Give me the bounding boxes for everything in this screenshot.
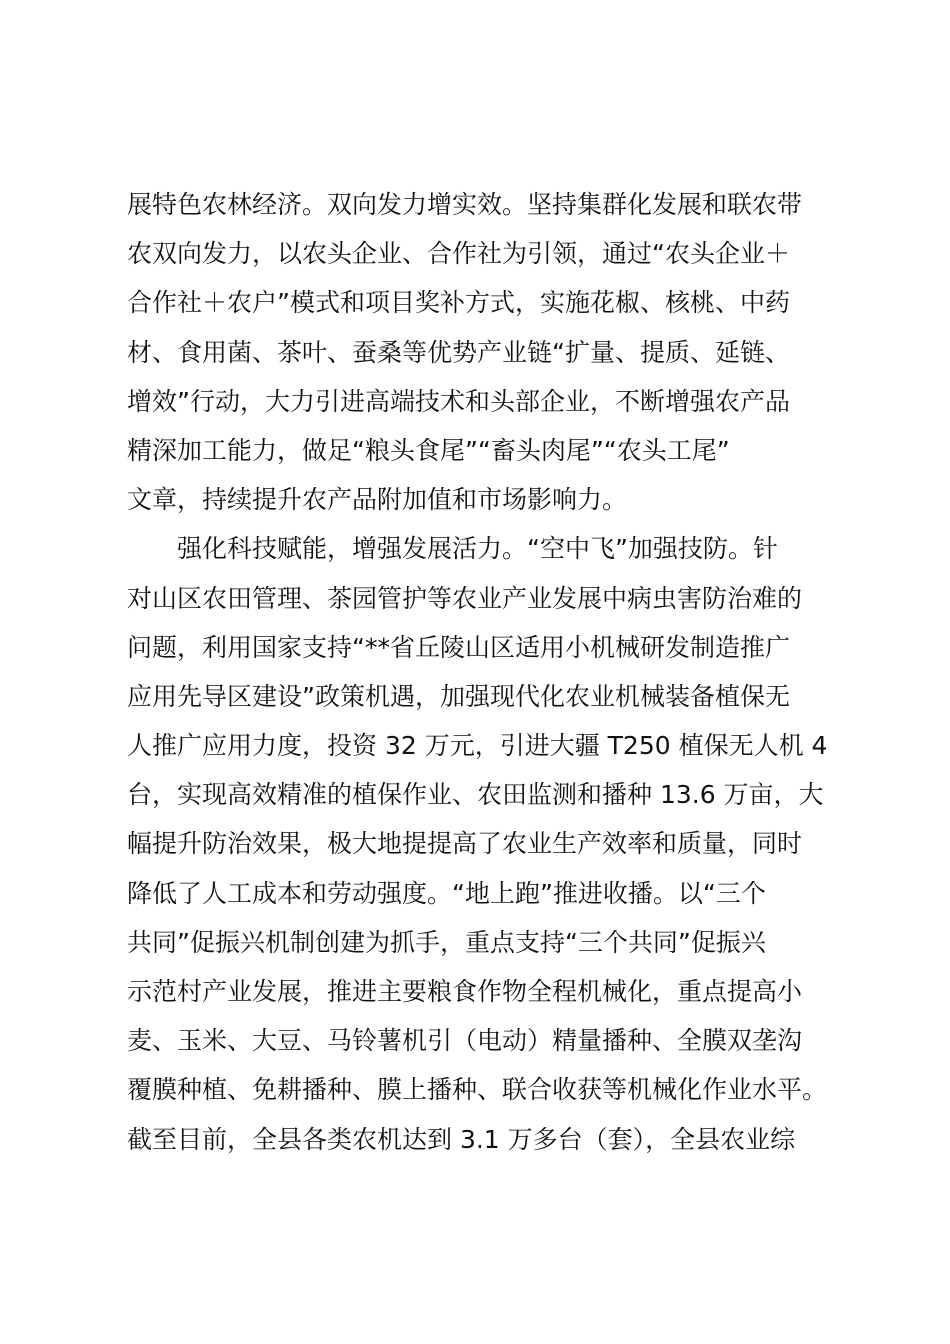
- text-line: 示范村产业发展，推进主要粮食作物全程机械化，重点提高小: [127, 977, 803, 1006]
- document-body: [127, 180, 837, 1164]
- text-line: 台，实现高效精准的植保作业、农田监测和播种 13.6 万亩，大: [127, 780, 824, 810]
- text-line: 展特色农林经济。双向发力增实效。坚持集群化发展和联农带: [127, 190, 803, 219]
- paragraph-2: [127, 524, 837, 1163]
- text-line: 覆膜种植、免耕播种、膜上播种、联合收获等机械化作业水平。: [127, 1075, 828, 1105]
- text-line: 降低了人工成本和劳动强度。“地上跑”推进收播。以“三个: [127, 878, 766, 908]
- text-line: 问题，利用国家支持“**省丘陵山区适用小机械研发制造推广: [127, 632, 790, 662]
- paragraph-1: [127, 180, 837, 524]
- text-line: 农双向发力，以农头企业、合作社为引领，通过“农头企业＋: [127, 239, 790, 269]
- text-line: 应用先导区建设”政策机遇，加强现代化农业机械装备植保无: [127, 681, 790, 711]
- text-line: 共同”促振兴机制创建为抓手，重点支持“三个共同”促振兴: [127, 927, 766, 957]
- text-line: 对山区农田管理、茶园管护等农业产业发展中病虫害防治难的: [127, 583, 803, 613]
- text-line: 截至目前，全县各类农机达到 3.1 万多台（套），全县农业综: [127, 1124, 796, 1154]
- text-line-first: 强化科技赋能，增强发展活力。“空中飞”加强技防。针: [177, 534, 778, 564]
- text-line: 精深加工能力，做足“粮头食尾”“畜头肉尾”“农头工尾”: [127, 435, 730, 465]
- text-line: 文章，持续提升农产品附加值和市场影响力。: [127, 485, 628, 515]
- text-line: 材、食用菌、茶叶、蚕桑等优势产业链“扩量、提质、延链、: [127, 337, 790, 367]
- text-line: 幅提升防治效果，极大地提提高了农业生产效率和质量，同时: [127, 829, 803, 859]
- text-line: 人推广应用力度，投资 32 万元，引进大疆 T250 植保无人机 4: [127, 731, 828, 761]
- text-line: 增效”行动，大力引进高端技术和头部企业，不断增强农产品: [127, 386, 790, 416]
- text-line: 麦、玉米、大豆、马铃薯机引（电动）精量播种、全膜双垄沟: [127, 1026, 803, 1056]
- text-line: 合作社＋农户”模式和项目奖补方式，实施花椒、核桃、中药: [127, 288, 790, 318]
